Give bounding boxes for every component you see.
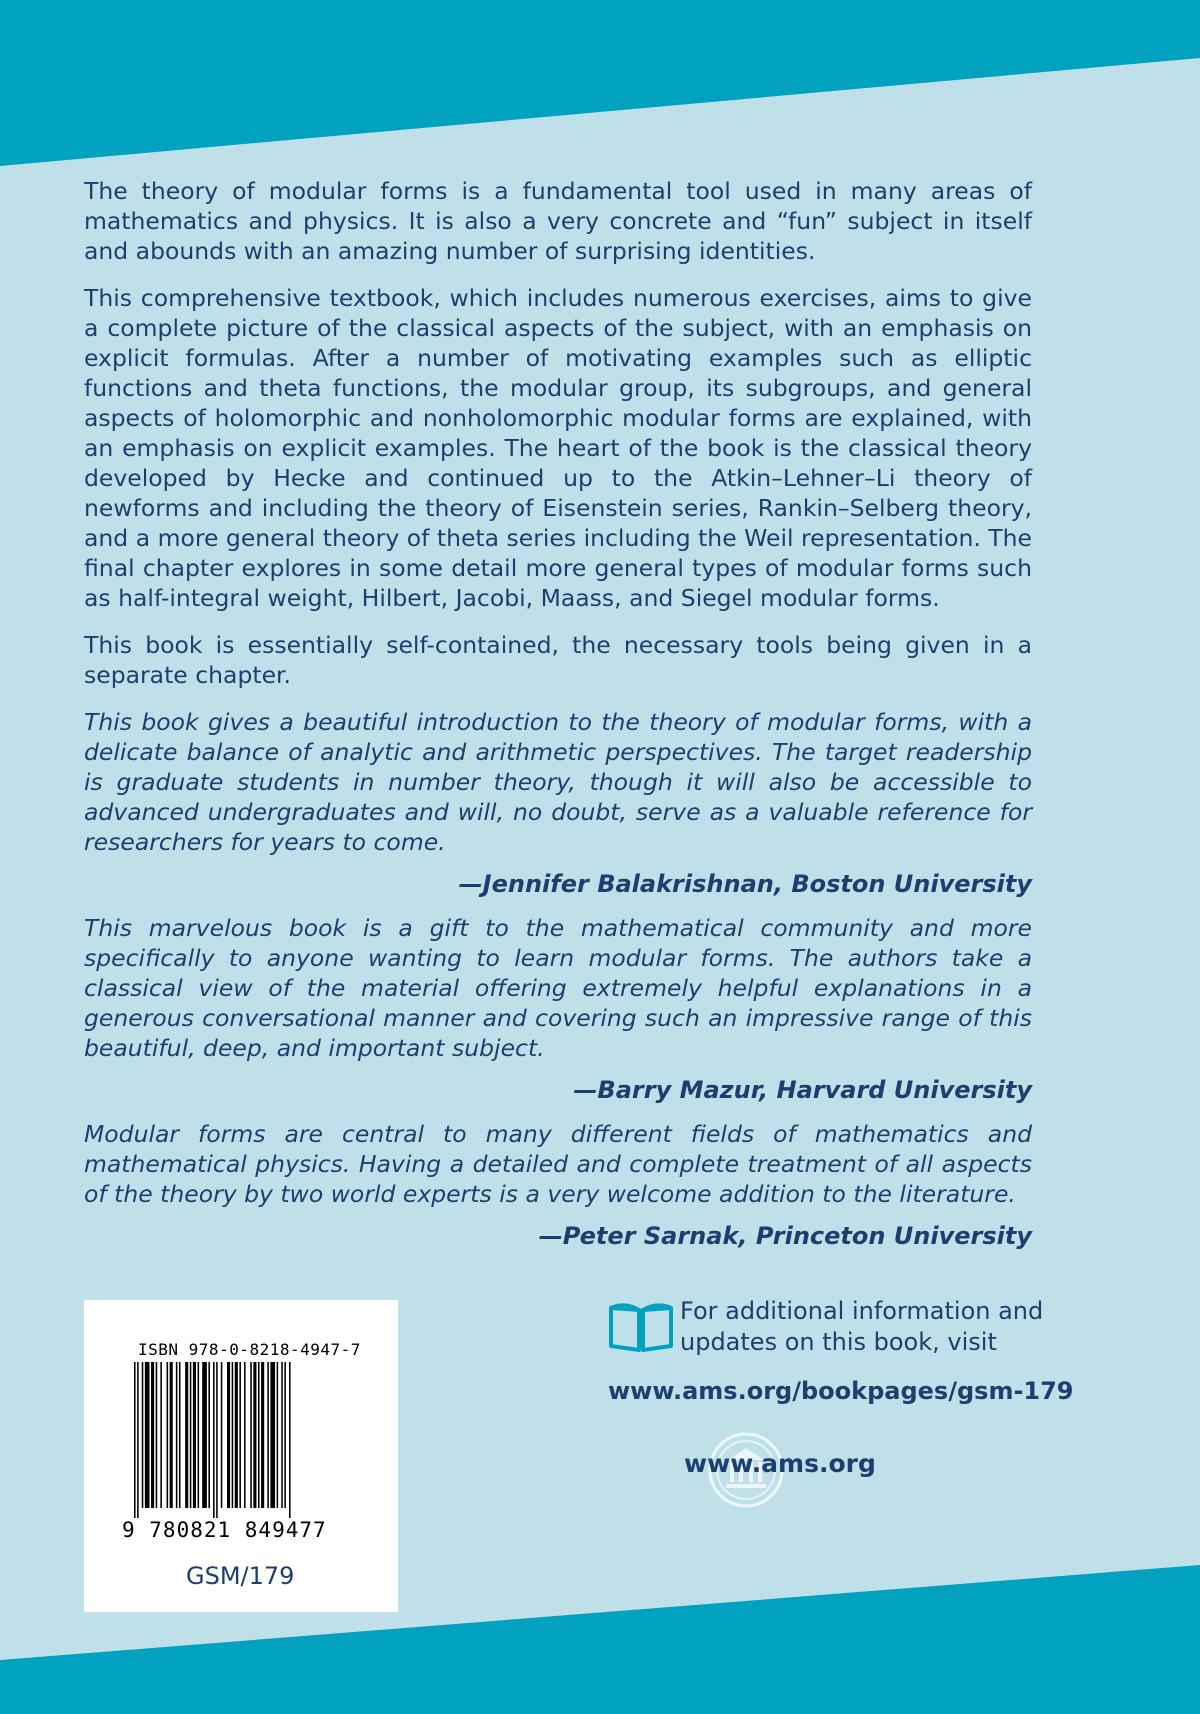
barcode-bar: [167, 1362, 169, 1508]
barcode-bar: [208, 1362, 210, 1508]
review-author-2: —Barry Mazur, Harvard University: [573, 1076, 1032, 1104]
barcode-bar: [179, 1362, 181, 1508]
barcode-bar: [244, 1362, 246, 1508]
review-author-1: —Jennifer Balakrishnan, Boston University: [458, 870, 1032, 898]
barcode-bar: [151, 1362, 154, 1508]
barcode-bar: [145, 1362, 150, 1508]
barcode-bar: [261, 1362, 264, 1508]
series-number: GSM/179: [186, 1562, 295, 1590]
barcode-bar: [270, 1362, 275, 1508]
barcode-bar: [250, 1362, 252, 1508]
barcode-bar: [239, 1362, 241, 1508]
book-page-link[interactable]: www.ams.org/bookpages/gsm-179: [608, 1377, 1074, 1405]
intro-paragraph-2: This comprehensive textbook, which includes numerous exercises, aims to give a complete picture of the classical aspects of the subject, with an emphasis on explicit formulas. After a number of motivating examples such as elliptic functions and theta functions, the modular group, its subgroups, and general aspects of holomorphic and nonholomorphic modular forms are explained, with an emphasis on explicit examples. The heart of the book is the classical theory developed by Hecke and continued up to the Atkin–Lehner–Li theory of newforms and including the theory of Eisenstein series, Rankin–Selberg theory, and a more general theory of theta series including the Weil representation. The final chapter explores in some detail more general types of modular forms such as half-integral weight, Hilbert, Jacobi, Maass, and Siegel modular forms.: [84, 284, 1032, 612]
info-text: For additional information and updates on this book, visit: [680, 1297, 1044, 1356]
barcode-bar: [221, 1362, 223, 1508]
barcode-bar: [213, 1362, 215, 1518]
intro-paragraph-3: This book is essentially self-contained, the necessary tools being given in a separate chapter.: [84, 631, 1032, 689]
barcode-bar: [137, 1362, 139, 1518]
barcode-bar: [190, 1362, 192, 1508]
barcode-bar: [277, 1362, 279, 1508]
barcode-bar: [193, 1362, 196, 1508]
barcode-bar: [258, 1362, 260, 1508]
barcode-bar: [216, 1362, 218, 1518]
review-quote-2: This marvelous book is a gift to the mathematical community and more specifically to anyone wanting to learn modular forms. The authors take a classical view of the material offering extremely helpful explanations in a generous conversational manner and covering such an impressive range of this beautiful, deep, and important subject.: [84, 914, 1032, 1062]
barcode-bar: [267, 1362, 269, 1508]
barcode-bar: [232, 1362, 234, 1508]
open-book-icon: [608, 1300, 674, 1354]
barcode-icon: [134, 1362, 354, 1518]
isbn-label: ISBN 978-0-8218-4947-7: [138, 1340, 361, 1359]
barcode-bar: [227, 1362, 230, 1508]
ams-website-link[interactable]: www.ams.org: [684, 1449, 876, 1478]
barcode-bar: [185, 1362, 188, 1508]
barcode-bar: [160, 1362, 162, 1508]
barcode-bar: [198, 1362, 200, 1508]
review-author-3: —Peter Sarnak, Princeton University: [538, 1222, 1032, 1250]
barcode-bar: [289, 1362, 291, 1518]
barcode-bar: [281, 1362, 283, 1508]
barcode-panel: [84, 1300, 398, 1612]
barcode-bar: [202, 1362, 207, 1508]
barcode-bar: [156, 1362, 158, 1508]
barcode-bar: [176, 1362, 178, 1508]
barcode-bar: [235, 1362, 238, 1508]
barcode-bar: [170, 1362, 173, 1508]
review-quote-1: This book gives a beautiful introduction to the theory of modular forms, with a delicate balance of analytic and arithmetic perspectives. The target readership is graduate students in number theory, though it will also be accessible to advanced undergraduates and will, no doubt, serve as a valuable reference for researchers for years to come.: [84, 708, 1032, 856]
barcode-bar: [284, 1362, 286, 1508]
barcode-bar: [142, 1362, 144, 1508]
barcode-bar: [134, 1362, 136, 1518]
barcode-digits: 9 780821 849477: [122, 1518, 327, 1542]
review-quote-3: Modular forms are central to many different fields of mathematics and mathematical physics. Having a detailed and complete treatment of all aspects of the theory by two world experts is a very welcome addition to the literature.: [84, 1120, 1032, 1208]
barcode-bar: [253, 1362, 256, 1508]
intro-paragraph-1: The theory of modular forms is a fundamental tool used in many areas of mathematics and physics. It is also a very concrete and “fun” subject in itself and abounds with an amazing number of surprising identities.: [84, 177, 1032, 265]
back-cover-text: [84, 176, 1032, 1265]
